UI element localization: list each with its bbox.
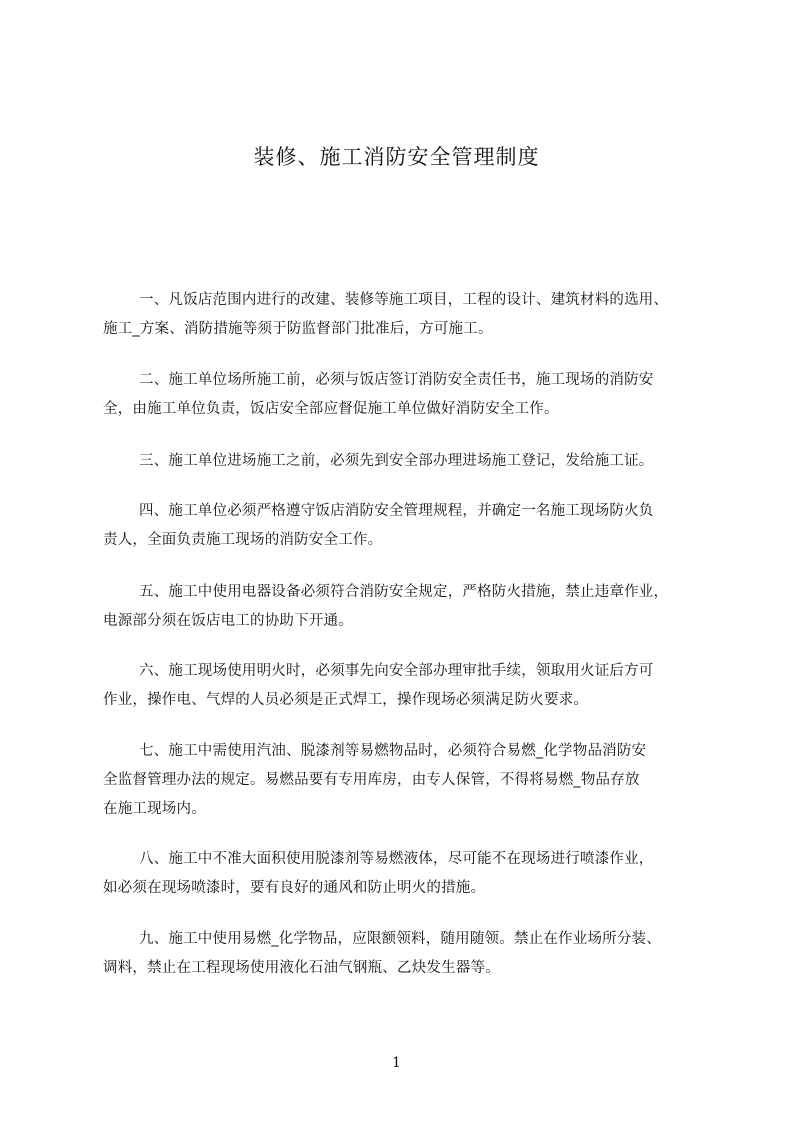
paragraph-line: 全，由施工单位负责，饭店安全部应督促施工单位做好消防安全工作。 [103, 401, 559, 417]
paragraph-line: 九、施工中使用易燃_化学物品，应限额领料，随用随领。禁止在作业场所分装、 [139, 931, 661, 947]
paragraph-6 [103, 657, 703, 715]
paragraph-8 [103, 845, 703, 903]
paragraph-2 [103, 366, 703, 424]
paragraph-line: 电源部分须在饭店电工的协助下开通。 [103, 613, 353, 629]
page-number: 1 [392, 1055, 401, 1071]
paragraph-line: 如必须在现场喷漆时，要有良好的通风和防止明火的措施。 [103, 880, 486, 896]
paragraph-line: 责人，全面负责施工现场的消防安全工作。 [103, 532, 383, 548]
paragraph-line: 调料，禁止在工程现场使用液化石油气钢瓶、乙炔发生器等。 [103, 960, 500, 976]
paragraph-line: 作业，操作电、气焊的人员必须是正式焊工，操作现场必须满足防火要求。 [103, 692, 589, 708]
paragraph-line: 全监督管理办法的规定。易燃品要有专用库房，由专人保管，不得将易燃_物品存放 [103, 772, 640, 788]
page-title: 装修、施工消防安全管理制度 [253, 145, 540, 169]
paragraph-line: 施工_方案、消防措施等须于防监督部门批准后，方可施工。 [103, 321, 493, 337]
paragraph-line: 四、施工单位必须严格遵守饭店消防安全管理规程，并确定一名施工现场防火负 [139, 503, 654, 519]
paragraph-line: 七、施工中需使用汽油、脱漆剂等易燃物品时，必须符合易燃_化学物品消防安 [139, 743, 647, 759]
paragraph-7 [103, 737, 703, 824]
paragraph-line: 在施工现场内。 [103, 801, 206, 817]
paragraph-line: 八、施工中不准大面积使用脱漆剂等易燃液体，尽可能不在现场进行喷漆作业， [139, 851, 654, 867]
paragraph-line: 五、施工中使用电器设备必须符合消防安全规定，严格防火措施，禁止违章作业， [139, 584, 669, 600]
paragraph-line: 一、凡饭店范围内进行的改建、装修等施工项目，工程的设计、建筑材料的选用、 [139, 292, 669, 308]
paragraph-line: 二、施工单位场所施工前，必须与饭店签订消防安全责任书，施工现场的消防安 [139, 372, 654, 388]
paragraph-4 [103, 497, 703, 555]
paragraph-line: 六、施工现场使用明火时，必须事先向安全部办理审批手续，领取用火证后方可 [139, 663, 654, 679]
paragraph-9 [103, 925, 703, 983]
paragraph-5 [103, 578, 703, 636]
paragraph-line: 三、施工单位进场施工之前，必须先到安全部办理进场施工登记，发给施工证。 [139, 453, 654, 469]
paragraph-3 [103, 447, 703, 476]
paragraph-1 [103, 286, 703, 344]
